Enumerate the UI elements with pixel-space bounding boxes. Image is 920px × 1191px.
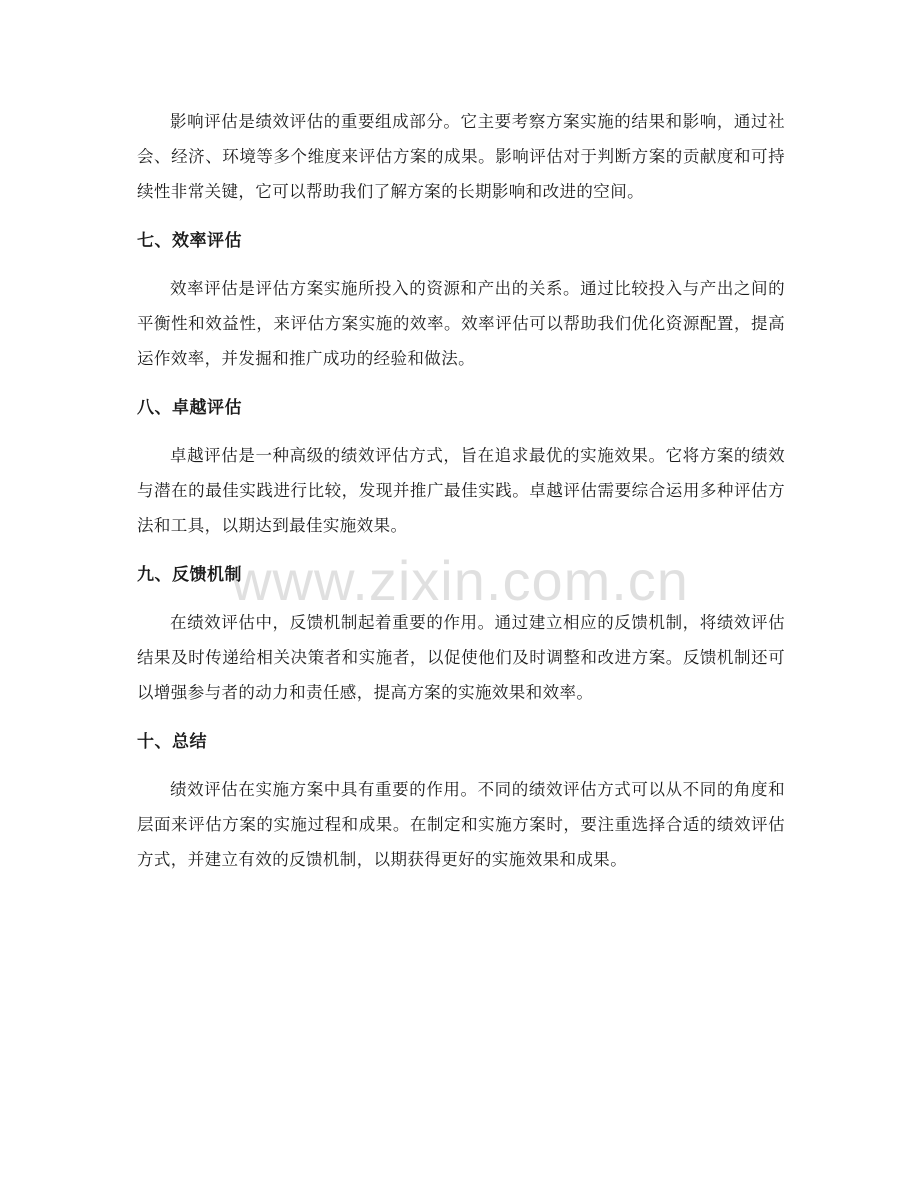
section-paragraph-summary: 绩效评估在实施方案中具有重要的作用。不同的绩效评估方式可以从不同的角度和层面来评估方案的实施过程和成果。在制定和实施方案时，要注重选择合适的绩效评估方式，并建立有效的反馈机制，以期获得更好的实施效果和成果。: [137, 780, 785, 869]
section-paragraph-efficiency: 效率评估是评估方案实施所投入的资源和产出的关系。通过比较投入与产出之间的平衡性和效益性，来评估方案实施的效率。效率评估可以帮助我们优化资源配置，提高运作效率，并发掘和推广成功的经验和做法。: [137, 279, 785, 368]
section-paragraph-excellence: 卓越评估是一种高级的绩效评估方式，旨在追求最优的实施效果。它将方案的绩效与潜在的最佳实践进行比较，发现并推广最佳实践。卓越评估需要综合运用多种评估方法和工具，以期达到最佳实施效果。: [137, 446, 785, 535]
section-heading-excellence: 八、卓越评估: [137, 398, 242, 418]
section-heading-efficiency: 七、效率评估: [137, 231, 242, 251]
section-paragraph-feedback: 在绩效评估中，反馈机制起着重要的作用。通过建立相应的反馈机制，将绩效评估结果及时传递给相关决策者和实施者，以促使他们及时调整和改进方案。反馈机制还可以增强参与者的动力和责任感，提高方案的实施效果和效率。: [137, 613, 785, 702]
section-heading-summary: 十、总结: [137, 732, 207, 752]
intro-paragraph: 影响评估是绩效评估的重要组成部分。它主要考察方案实施的结果和影响，通过社会、经济、环境等多个维度来评估方案的成果。影响评估对于判断方案的贡献度和可持续性非常关键，它可以帮助我们了解方案的长期影响和改进的空间。: [137, 112, 785, 201]
watermark: www.zixin.com.cn: [231, 549, 689, 612]
section-heading-feedback: 九、反馈机制: [137, 565, 242, 585]
document-body: [137, 104, 785, 877]
